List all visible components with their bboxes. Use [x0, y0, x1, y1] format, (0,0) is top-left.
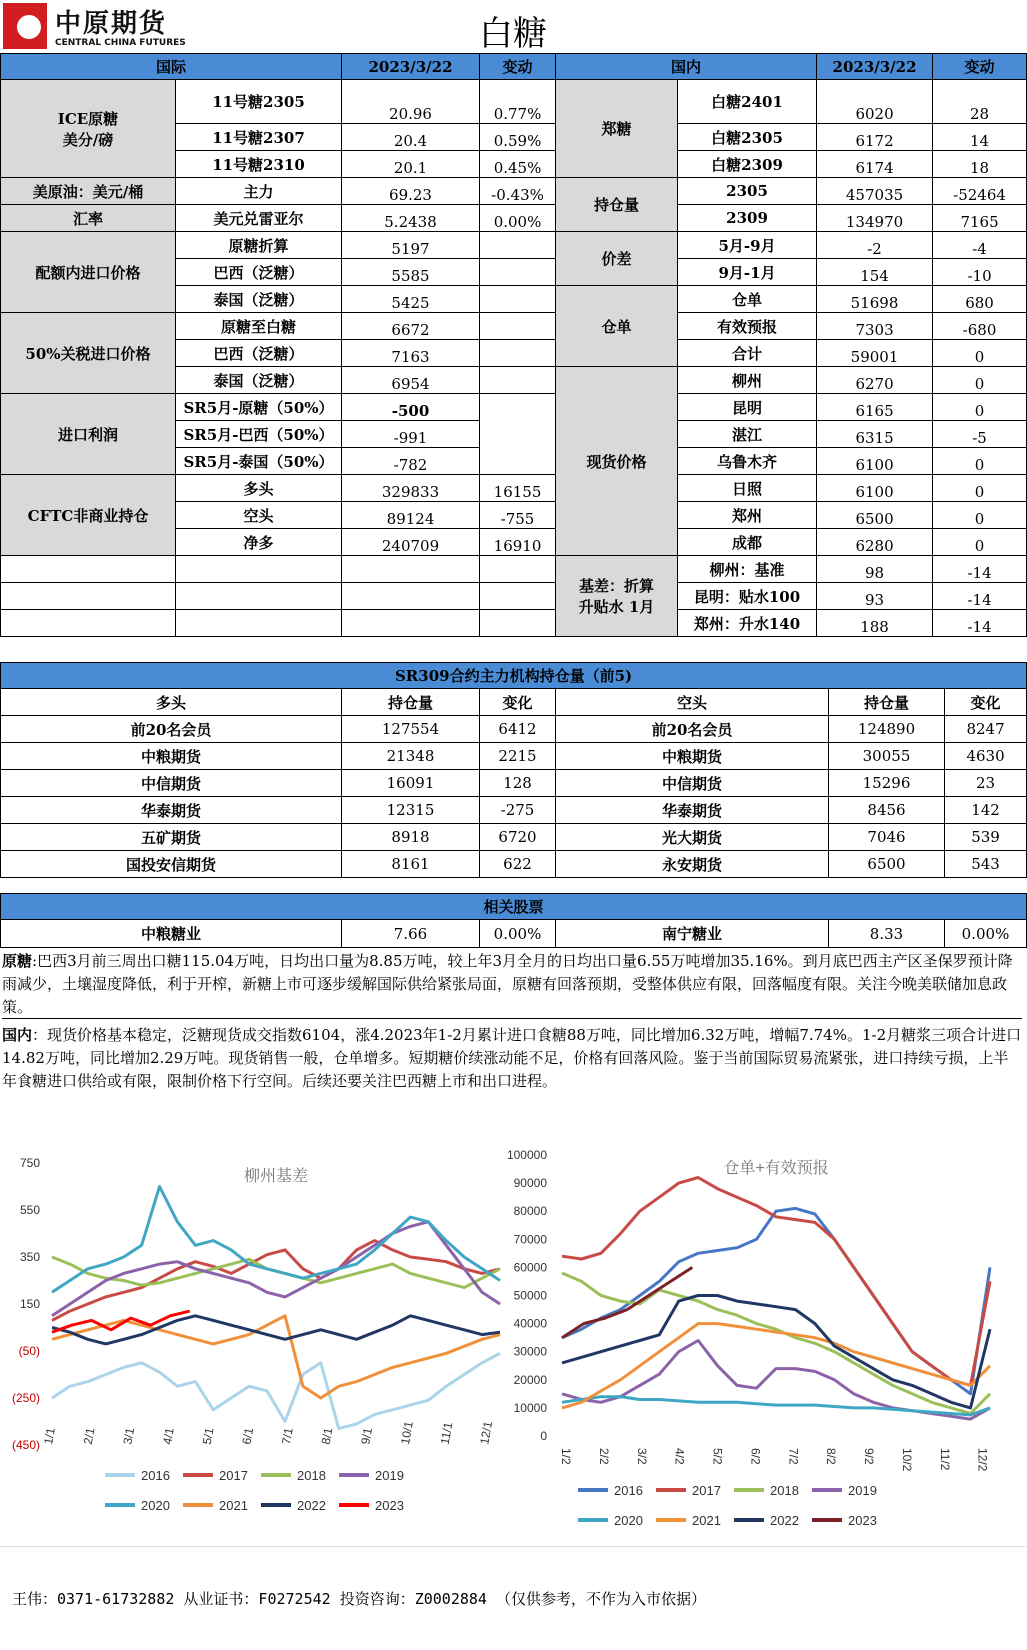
legend-label: 2023 — [375, 1498, 404, 1513]
right-item-value: 6500 — [817, 502, 933, 529]
stock-name-b: 南宁糖业 — [556, 920, 829, 948]
left-group-label: 汇率 — [1, 205, 176, 232]
raw-sugar-label: 原糖 — [2, 952, 33, 970]
left-item-label: 泰国（泛糖） — [176, 367, 342, 394]
right-item-change: 0 — [933, 367, 1027, 394]
left-item-value: 20.96 — [342, 80, 480, 124]
short-member: 中信期货 — [556, 770, 829, 797]
market-row — [1, 394, 1027, 421]
positions-title: SR309合约主力机构持仓量（前5) — [1, 663, 1027, 689]
positions-row — [1, 824, 1027, 851]
right-item-change: 680 — [933, 286, 1027, 313]
legend-label: 2020 — [141, 1498, 170, 1513]
left-item-change — [480, 259, 556, 286]
market-row — [1, 475, 1027, 502]
short-change: 543 — [945, 851, 1027, 878]
x-tick-label: 1/2 — [559, 1448, 573, 1465]
left-item-change: 0.59% — [480, 124, 556, 151]
liuzhou-basis-chart — [0, 1145, 510, 1535]
left-item-label: 巴西（泛糖） — [176, 340, 342, 367]
left-item-value: -991 — [342, 421, 480, 448]
left-item-change: 0.00% — [480, 205, 556, 232]
long-header: 多头 — [1, 689, 342, 716]
long-hold-header: 持仓量 — [342, 689, 480, 716]
left-item-value: 329833 — [342, 475, 480, 502]
left-item-value: 20.1 — [342, 151, 480, 178]
right-item-label: 柳州：基准 — [678, 556, 817, 583]
right-item-change: -10 — [933, 259, 1027, 286]
header-date-domestic: 2023/3/22 — [817, 54, 933, 80]
left-item-label: 空头 — [176, 502, 342, 529]
right-item-value: 134970 — [817, 205, 933, 232]
left-item-label: 主力 — [176, 178, 342, 205]
stock-change-b: 0.00% — [945, 920, 1027, 948]
y-tick-label: 0 — [540, 1429, 547, 1443]
right-item-label: 9月-1月 — [678, 259, 817, 286]
x-tick-label: 12/1 — [477, 1420, 496, 1446]
left-item-label: SR5月-巴西（50%） — [176, 421, 342, 448]
left-item-change — [480, 367, 556, 394]
left-item-change: 0.77% — [480, 80, 556, 124]
short-holding: 6500 — [829, 851, 945, 878]
left-item-value: 5425 — [342, 286, 480, 313]
positions-body — [1, 716, 1027, 878]
x-tick-label: 3/2 — [634, 1448, 649, 1465]
right-group-label: 价差 — [556, 232, 678, 286]
short-change: 23 — [945, 770, 1027, 797]
market-row — [1, 610, 1027, 637]
left-item-value: -500 — [342, 394, 480, 421]
series-line-2022 — [562, 1296, 990, 1408]
legend-label: 2018 — [770, 1483, 799, 1498]
y-tick-label: 90000 — [513, 1176, 547, 1191]
right-item-change: -4 — [933, 232, 1027, 259]
left-group-label: 配额内进口价格 — [1, 232, 176, 313]
logo-english-name: CENTRAL CHINA FUTURES — [55, 38, 186, 48]
long-holding: 8918 — [342, 824, 480, 851]
right-item-label: 郑州 — [678, 502, 817, 529]
right-item-change: 0 — [933, 448, 1027, 475]
right-group-label: 现货价格 — [556, 367, 678, 556]
long-change: -275 — [480, 797, 556, 824]
right-item-label: 白糖2309 — [678, 151, 817, 178]
left-item-value: 6954 — [342, 367, 480, 394]
y-tick-label: 10000 — [513, 1400, 547, 1415]
right-item-change: -14 — [933, 583, 1027, 610]
right-item-value: 457035 — [817, 178, 933, 205]
footer-contact: 王伟：0371-61732882 从业证书：F0272542 投资咨询：Z0002884 （仅供参考，不作为入市依据） — [12, 1590, 706, 1608]
left-empty — [342, 583, 480, 610]
left-item-label: 原糖折算 — [176, 232, 342, 259]
header-change-domestic: 变动 — [933, 54, 1027, 80]
stocks-title: 相关股票 — [1, 894, 1027, 920]
header-date-intl: 2023/3/22 — [342, 54, 480, 80]
header-change-intl: 变动 — [480, 54, 556, 80]
right-item-value: 6280 — [817, 529, 933, 556]
series-line-2016 — [52, 1353, 500, 1428]
right-item-change: 14 — [933, 124, 1027, 151]
market-table-body — [1, 80, 1027, 637]
left-empty — [480, 583, 556, 610]
left-empty — [480, 556, 556, 583]
left-item-change — [480, 232, 556, 259]
positions-row — [1, 770, 1027, 797]
right-item-label: 2309 — [678, 205, 817, 232]
right-group-label: 仓单 — [556, 286, 678, 367]
right-item-change: 0 — [933, 529, 1027, 556]
right-item-change: 0 — [933, 475, 1027, 502]
right-item-value: 6165 — [817, 394, 933, 421]
x-tick-label: 9/2 — [862, 1448, 877, 1465]
right-item-value: 59001 — [817, 340, 933, 367]
series-line-2017 — [562, 1178, 990, 1386]
right-item-change: 18 — [933, 151, 1027, 178]
short-holding: 30055 — [829, 743, 945, 770]
domestic-commentary — [2, 1024, 1022, 1116]
left-empty — [342, 610, 480, 637]
left-item-label: 多头 — [176, 475, 342, 502]
x-tick-label: 10/2 — [899, 1448, 914, 1472]
long-change: 6720 — [480, 824, 556, 851]
left-item-label: 净多 — [176, 529, 342, 556]
left-item-label: 美元兑雷亚尔 — [176, 205, 342, 232]
right-item-change: 0 — [933, 502, 1027, 529]
x-tick-label: 12/2 — [975, 1448, 990, 1472]
domestic-label: 国内 — [2, 1026, 33, 1044]
long-holding: 16091 — [342, 770, 480, 797]
long-change: 622 — [480, 851, 556, 878]
long-member: 国投安信期货 — [1, 851, 342, 878]
legend-label: 2018 — [297, 1468, 326, 1483]
right-item-value: 154 — [817, 259, 933, 286]
right-item-value: 6270 — [817, 367, 933, 394]
left-item-value: 89124 — [342, 502, 480, 529]
y-tick-label: (50) — [18, 1344, 40, 1358]
market-row — [1, 205, 1027, 232]
right-group-label: 基差：折算 升贴水 1月 — [556, 556, 678, 637]
left-item-value: 6672 — [342, 313, 480, 340]
legend-label: 2022 — [770, 1513, 799, 1528]
x-tick-label: 7/2 — [786, 1448, 801, 1465]
right-item-value: 6020 — [817, 80, 933, 124]
right-item-value: 6172 — [817, 124, 933, 151]
right-group-label: 郑糖 — [556, 80, 678, 178]
positions-row — [1, 797, 1027, 824]
left-empty — [176, 610, 342, 637]
chart-title: 柳州基差 — [243, 1168, 309, 1185]
positions-row — [1, 851, 1027, 878]
stock-price-b: 8.33 — [829, 920, 945, 948]
x-tick-label: 7/1 — [279, 1426, 296, 1446]
y-tick-label: 80000 — [513, 1204, 547, 1219]
left-item-label: SR5月-泰国（50%） — [176, 448, 342, 475]
x-tick-label: 4/2 — [672, 1448, 687, 1465]
short-member: 永安期货 — [556, 851, 829, 878]
positions-table — [0, 662, 1027, 878]
y-tick-label: 150 — [19, 1297, 40, 1311]
legend-label: 2022 — [297, 1498, 326, 1513]
y-tick-label: 350 — [19, 1250, 40, 1264]
short-header: 空头 — [556, 689, 829, 716]
logo-name: 中原期货 — [55, 9, 168, 39]
right-item-change: -680 — [933, 313, 1027, 340]
right-item-label: 日照 — [678, 475, 817, 502]
left-item-label: 11号糖2307 — [176, 124, 342, 151]
long-member: 中信期货 — [1, 770, 342, 797]
footer-divider — [0, 1546, 1026, 1547]
right-item-label: 昆明 — [678, 394, 817, 421]
page-title: 白糖 — [479, 14, 547, 54]
series-line-2021 — [52, 1316, 500, 1398]
long-change-header: 变化 — [480, 689, 556, 716]
short-change: 4630 — [945, 743, 1027, 770]
left-item-value: 7163 — [342, 340, 480, 367]
x-tick-label: 10/1 — [397, 1420, 416, 1446]
x-tick-label: 5/1 — [199, 1426, 217, 1446]
left-item-value: 240709 — [342, 529, 480, 556]
x-tick-label: 5/2 — [710, 1448, 725, 1465]
series-line-2019 — [562, 1341, 990, 1420]
header-intl: 国际 — [1, 54, 342, 80]
short-change-header: 变化 — [945, 689, 1027, 716]
legend-label: 2023 — [848, 1513, 877, 1528]
y-tick-label: (450) — [11, 1438, 40, 1452]
left-item-value: 5585 — [342, 259, 480, 286]
positions-title-row — [1, 663, 1027, 689]
left-item-value: 5.2438 — [342, 205, 480, 232]
long-holding: 127554 — [342, 716, 480, 743]
left-group-label: ICE原糖 美分/磅 — [1, 80, 176, 178]
market-row — [1, 80, 1027, 124]
long-member: 中粮期货 — [1, 743, 342, 770]
right-item-change: 0 — [933, 394, 1027, 421]
right-item-label: 合计 — [678, 340, 817, 367]
long-holding: 8161 — [342, 851, 480, 878]
stocks-table — [0, 893, 1027, 948]
left-group-label: 进口利润 — [1, 394, 176, 475]
short-change: 8247 — [945, 716, 1027, 743]
left-item-label: 11号糖2305 — [176, 80, 342, 124]
x-tick-label: 8/2 — [824, 1448, 839, 1465]
short-change: 539 — [945, 824, 1027, 851]
left-item-change: 0.45% — [480, 151, 556, 178]
left-item-change-empty — [480, 394, 556, 475]
stocks-title-row — [1, 894, 1027, 920]
short-change: 142 — [945, 797, 1027, 824]
right-item-label: 有效预报 — [678, 313, 817, 340]
market-row — [1, 232, 1027, 259]
left-empty — [176, 556, 342, 583]
left-empty — [176, 583, 342, 610]
market-row — [1, 556, 1027, 583]
y-tick-label: 40000 — [513, 1316, 547, 1331]
long-holding: 21348 — [342, 743, 480, 770]
left-item-value: 69.23 — [342, 178, 480, 205]
short-holding: 124890 — [829, 716, 945, 743]
left-item-label: SR5月-原糖（50%） — [176, 394, 342, 421]
y-tick-label: 100000 — [506, 1148, 547, 1162]
short-holding: 7046 — [829, 824, 945, 851]
left-group-label: 50%关税进口价格 — [1, 313, 176, 394]
y-tick-label: 70000 — [513, 1232, 547, 1247]
left-group-label: CFTC非商业持仓 — [1, 475, 176, 556]
left-item-change — [480, 340, 556, 367]
y-tick-label: (250) — [11, 1391, 40, 1405]
long-member: 前20名会员 — [1, 716, 342, 743]
left-empty — [1, 556, 176, 583]
right-item-change: -52464 — [933, 178, 1027, 205]
left-item-label: 11号糖2310 — [176, 151, 342, 178]
right-item-change: 7165 — [933, 205, 1027, 232]
short-hold-header: 持仓量 — [829, 689, 945, 716]
y-tick-label: 60000 — [513, 1260, 547, 1275]
long-change: 128 — [480, 770, 556, 797]
left-group-label: 美原油：美元/桶 — [1, 178, 176, 205]
long-change: 2215 — [480, 743, 556, 770]
right-item-value: 6100 — [817, 448, 933, 475]
right-item-label: 郑州：升水140 — [678, 610, 817, 637]
left-item-label: 泰国（泛糖） — [176, 286, 342, 313]
short-holding: 15296 — [829, 770, 945, 797]
right-item-change: 0 — [933, 340, 1027, 367]
raw-sugar-commentary — [2, 950, 1022, 1019]
short-member: 中粮期货 — [556, 743, 829, 770]
left-item-value: -782 — [342, 448, 480, 475]
short-member: 华泰期货 — [556, 797, 829, 824]
x-tick-label: 3/1 — [120, 1426, 138, 1446]
right-item-value: 6315 — [817, 421, 933, 448]
long-change: 6412 — [480, 716, 556, 743]
market-row — [1, 313, 1027, 340]
market-table-header — [1, 54, 1027, 80]
right-item-label: 白糖2401 — [678, 80, 817, 124]
right-item-value: 93 — [817, 583, 933, 610]
left-empty — [480, 610, 556, 637]
x-tick-label: 11/2 — [937, 1448, 952, 1471]
legend-label: 2021 — [219, 1498, 248, 1513]
x-tick-label: 1/1 — [41, 1426, 58, 1446]
x-tick-label: 6/1 — [239, 1426, 257, 1446]
long-member: 华泰期货 — [1, 797, 342, 824]
long-holding: 12315 — [342, 797, 480, 824]
right-item-value: 98 — [817, 556, 933, 583]
series-line-2019 — [52, 1222, 500, 1316]
positions-header-row — [1, 689, 1027, 716]
x-tick-label: 4/1 — [160, 1426, 177, 1446]
legend-label: 2017 — [692, 1483, 721, 1498]
left-item-label: 巴西（泛糖） — [176, 259, 342, 286]
x-tick-label: 9/1 — [358, 1426, 376, 1446]
right-item-change: -5 — [933, 421, 1027, 448]
left-item-change: 16910 — [480, 529, 556, 556]
y-tick-label: 550 — [19, 1203, 40, 1217]
y-tick-label: 50000 — [513, 1288, 547, 1303]
legend-label: 2021 — [692, 1513, 721, 1528]
left-empty — [1, 583, 176, 610]
right-group-label: 持仓量 — [556, 178, 678, 232]
left-item-value: 20.4 — [342, 124, 480, 151]
right-item-change: -14 — [933, 610, 1027, 637]
right-item-value: 188 — [817, 610, 933, 637]
right-item-label: 仓单 — [678, 286, 817, 313]
y-tick-label: 20000 — [513, 1372, 547, 1387]
x-tick-label: 11/1 — [437, 1420, 456, 1446]
left-item-change — [480, 313, 556, 340]
header-domestic: 国内 — [556, 54, 817, 80]
left-item-value: 5197 — [342, 232, 480, 259]
market-row — [1, 178, 1027, 205]
right-item-label: 2305 — [678, 178, 817, 205]
market-data-table — [0, 53, 1027, 637]
left-item-label: 原糖至白糖 — [176, 313, 342, 340]
short-holding: 8456 — [829, 797, 945, 824]
x-tick-label: 2/1 — [80, 1426, 98, 1446]
legend-label: 2019 — [848, 1483, 877, 1498]
long-member: 五矿期货 — [1, 824, 342, 851]
right-item-change: -14 — [933, 556, 1027, 583]
positions-row — [1, 743, 1027, 770]
legend-label: 2016 — [141, 1468, 170, 1483]
market-row — [1, 583, 1027, 610]
left-item-change — [480, 286, 556, 313]
right-item-label: 乌鲁木齐 — [678, 448, 817, 475]
left-item-change: 16155 — [480, 475, 556, 502]
right-item-change: 28 — [933, 80, 1027, 124]
raw-sugar-text: :巴西3月前三周出口糖115.04万吨，日均出口量为8.85万吨，较上年3月全月的日均出口量6.55万吨增加35.16%。到月底巴西主产区圣保罗预计降雨减少，土壤湿度降低，利于开榨，新糖上市可逐步缓解国际供给紧张局面，原糖有回落预期，受整体供应有限，回落幅度有限。关注今晚美联储加息政策。 — [2, 952, 1013, 1016]
right-item-value: 6100 — [817, 475, 933, 502]
x-tick-label: 6/2 — [748, 1448, 763, 1465]
left-item-change: -0.43% — [480, 178, 556, 205]
stock-name-a: 中粮糖业 — [1, 920, 342, 948]
legend-label: 2019 — [375, 1468, 404, 1483]
chart-title: 仓单+有效预报 — [723, 1160, 829, 1177]
x-tick-label: 8/1 — [318, 1426, 336, 1446]
left-empty — [1, 610, 176, 637]
legend-label: 2017 — [219, 1468, 248, 1483]
series-line-2021 — [562, 1324, 990, 1408]
stock-change-a: 0.00% — [480, 920, 556, 948]
y-tick-label: 750 — [19, 1156, 40, 1170]
short-member: 光大期货 — [556, 824, 829, 851]
positions-row — [1, 716, 1027, 743]
right-item-label: 柳州 — [678, 367, 817, 394]
x-tick-label: 2/2 — [596, 1448, 611, 1465]
left-item-change: -755 — [480, 502, 556, 529]
right-item-value: -2 — [817, 232, 933, 259]
stock-price-a: 7.66 — [342, 920, 480, 948]
domestic-text: ：现货价格基本稳定，泛糖现货成交指数6104，涨4.2023年1-2月累计进口食糖88万吨，同比增加6.32万吨，增幅7.74%。1-2月糖浆三项合计进口14.82万吨，同比增加2.29万吨。现货销售一般，仓单增多。短期糖价续涨动能不足，价格有回落风险。鉴于当前国际贸易流紧张，进口持续亏损，上半年食糖进口供给或有限，限制价格下行空间。后续还要关注巴西糖上市和出口进程。 — [2, 1026, 1022, 1090]
right-item-label: 湛江 — [678, 421, 817, 448]
right-item-label: 成都 — [678, 529, 817, 556]
right-item-label: 昆明：贴水100 — [678, 583, 817, 610]
right-item-label: 白糖2305 — [678, 124, 817, 151]
right-item-value: 7303 — [817, 313, 933, 340]
short-member: 前20名会员 — [556, 716, 829, 743]
warehouse-receipt-chart — [506, 1140, 1020, 1540]
legend-label: 2020 — [614, 1513, 643, 1528]
left-empty — [342, 556, 480, 583]
legend-label: 2016 — [614, 1483, 643, 1498]
right-item-value: 6174 — [817, 151, 933, 178]
report-header — [0, 0, 1026, 54]
y-tick-label: 30000 — [513, 1344, 547, 1359]
right-item-value: 51698 — [817, 286, 933, 313]
stocks-row — [1, 920, 1027, 948]
right-item-label: 5月-9月 — [678, 232, 817, 259]
